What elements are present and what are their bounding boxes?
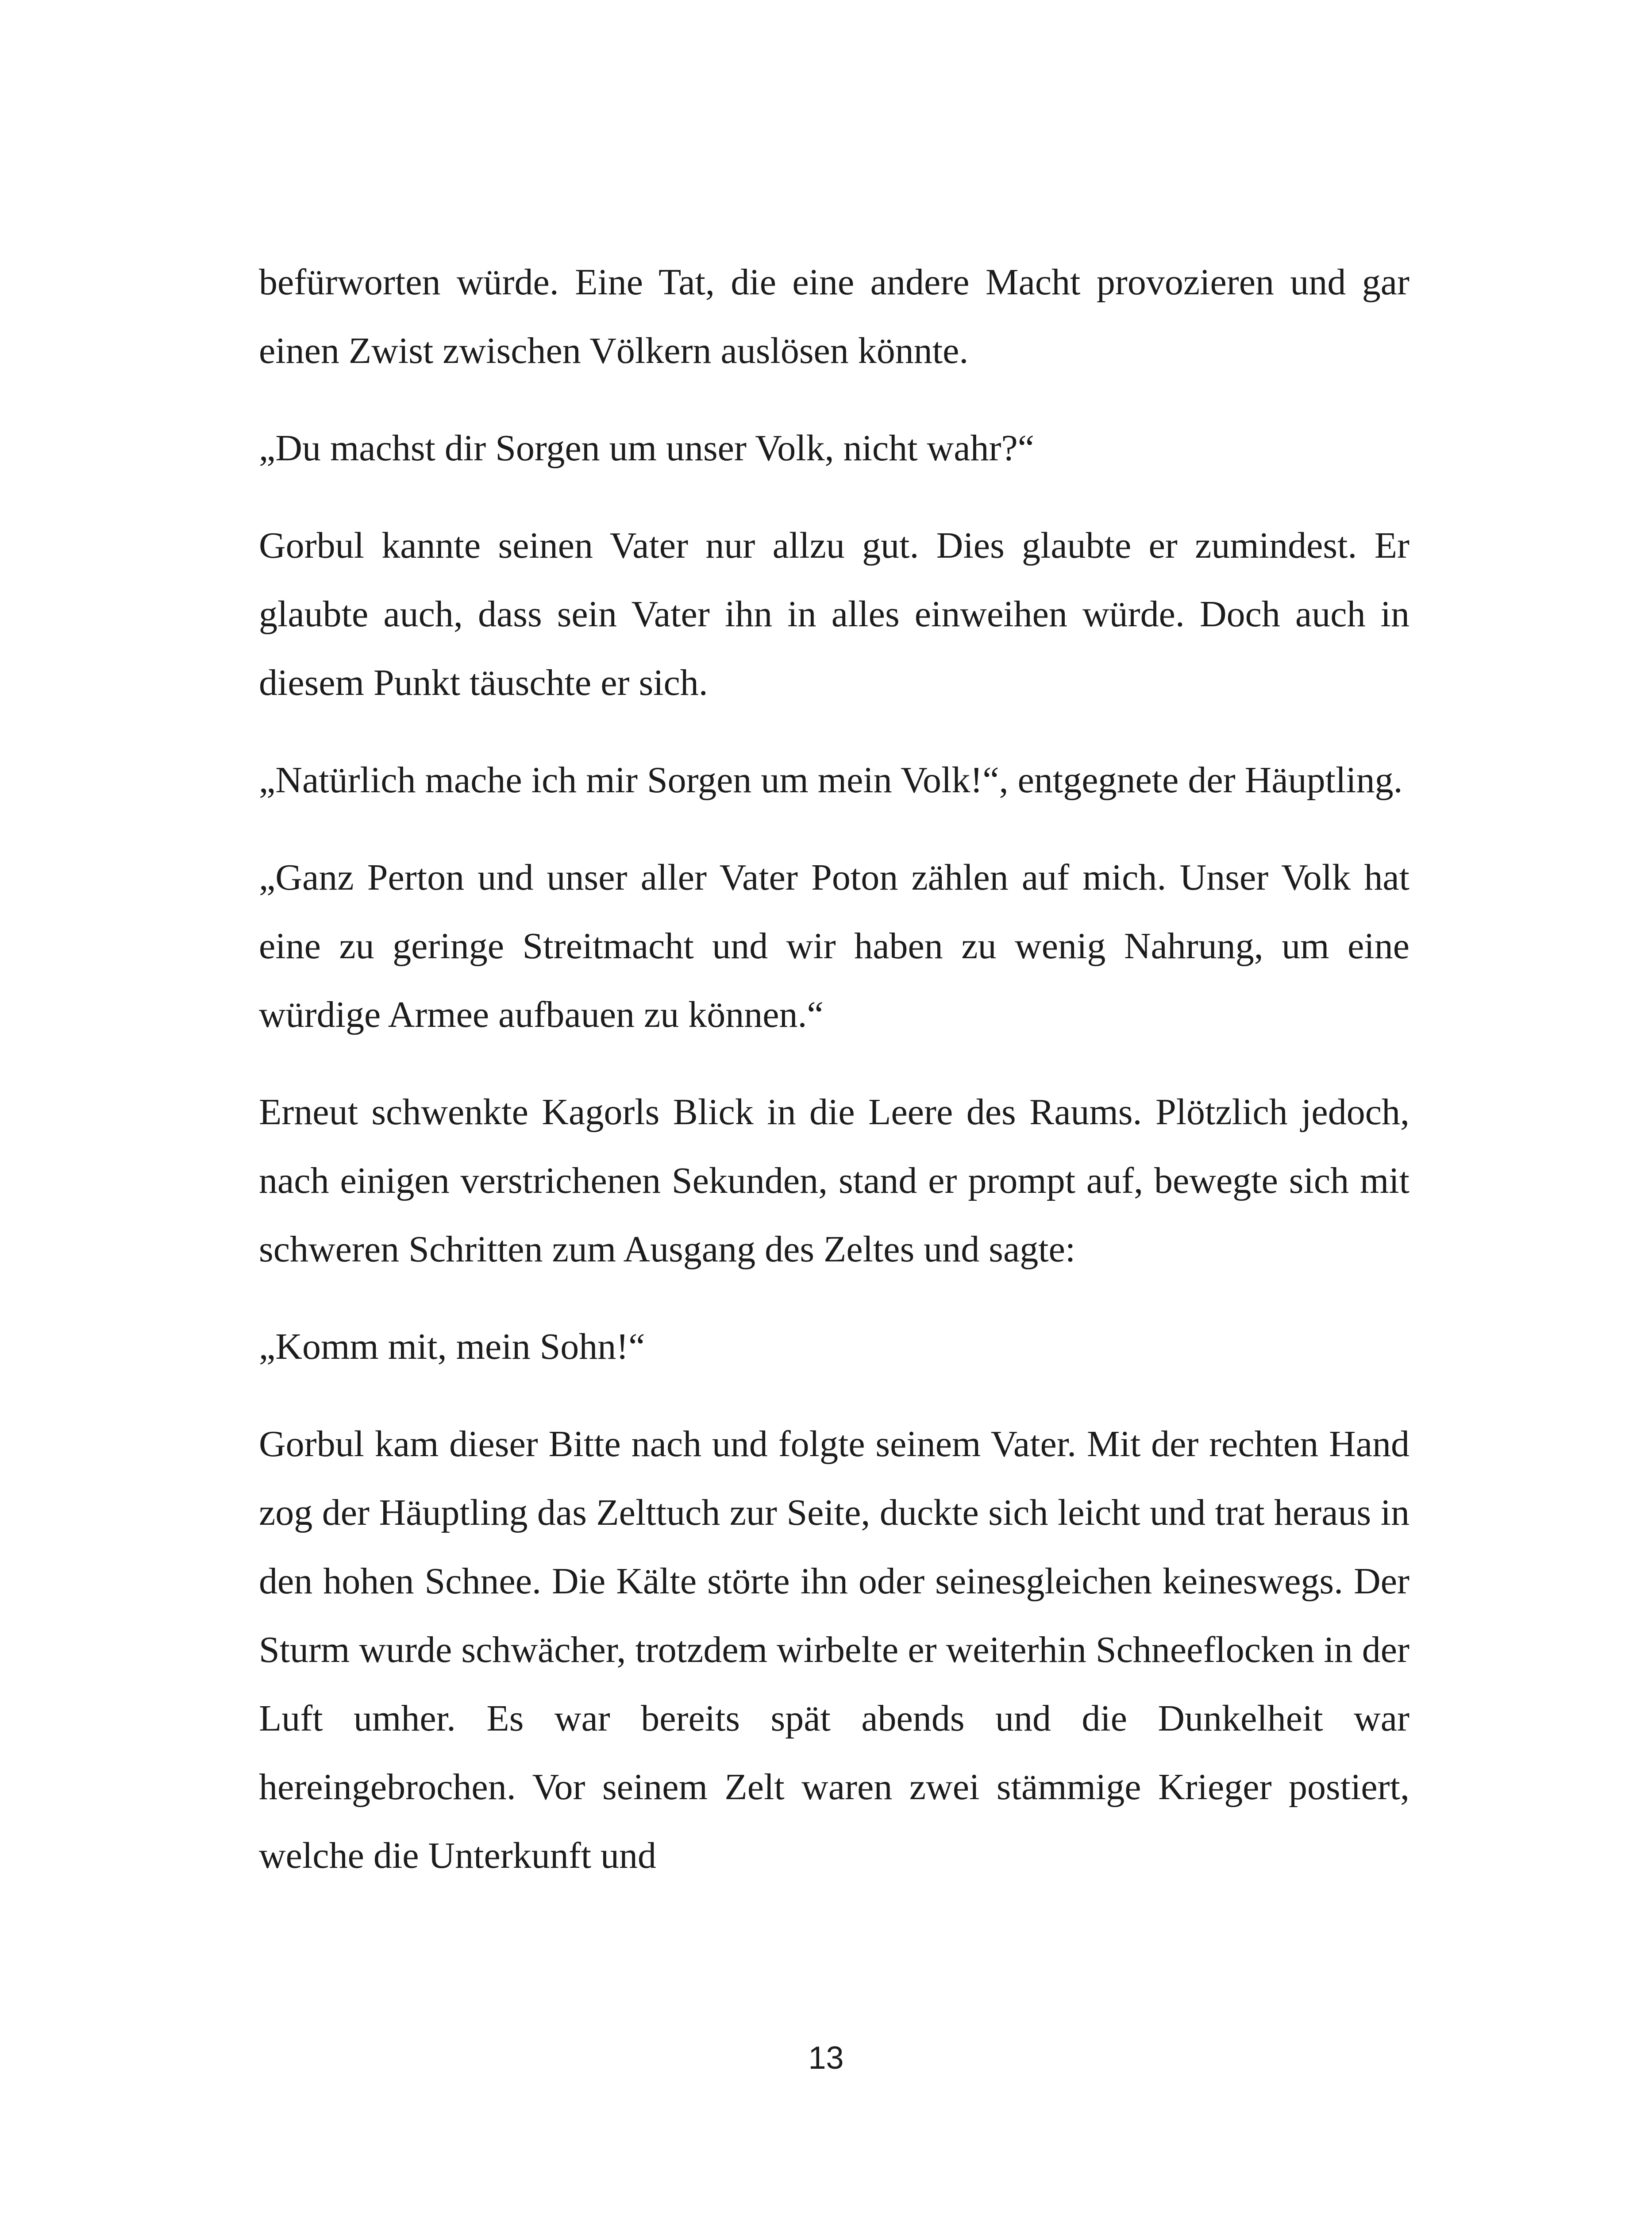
paragraph-8: Gorbul kam dieser Bitte nach und folgte seinem Vater. Mit der rechten Hand zog der Häuptling das Zelttuch zur Seite, duckte sich leicht und trat heraus in den hohen Schnee. Die Kälte störte ihn oder seinesgleichen keineswegs. Der Sturm wurde schwächer, trotzdem wirbelte er weiterhin Schneeflocken in der Luft umher. Es war bereits spät abends und die Dunkelheit war hereingebrochen. Vor seinem Zelt waren zwei stämmige Krieger postiert, welche die Unterkunft und [259,1423,1409,1876]
paragraph-1: befürworten würde. Eine Tat, die eine andere Macht provozieren und gar einen Zwist zwischen Völkern auslösen könnte. [259,262,1409,371]
paragraph-3: Gorbul kannte seinen Vater nur allzu gut. Dies glaubte er zumindest. Er glaubte auch, dass sein Vater ihn in alles einweihen würde. Doch auch in diesem Punkt täuschte er sich. [259,525,1409,703]
paragraph-5: „Ganz Perton und unser aller Vater Poton zählen auf mich. Unser Volk hat eine zu geringe Streitmacht und wir haben zu wenig Nahrung, um eine würdige Armee aufbauen zu können.“ [259,857,1409,1035]
page-number: 13 [808,2040,844,2076]
paragraph-4: „Natürlich mache ich mir Sorgen um mein Volk!“, entgegnete der Häuptling. [259,760,1403,801]
paragraph-6: Erneut schwenkte Kagorls Blick in die Leere des Raums. Plötzlich jedoch, nach einigen verstrichenen Sekunden, stand er prompt auf, bewegte sich mit schweren Schritten zum Ausgang des Zeltes und sagte: [259,1091,1409,1270]
body-text [259,248,1409,1919]
paragraph-7: „Komm mit, mein Sohn!“ [259,1326,645,1367]
paragraph-2: „Du machst dir Sorgen um unser Volk, nicht wahr?“ [259,428,1035,469]
